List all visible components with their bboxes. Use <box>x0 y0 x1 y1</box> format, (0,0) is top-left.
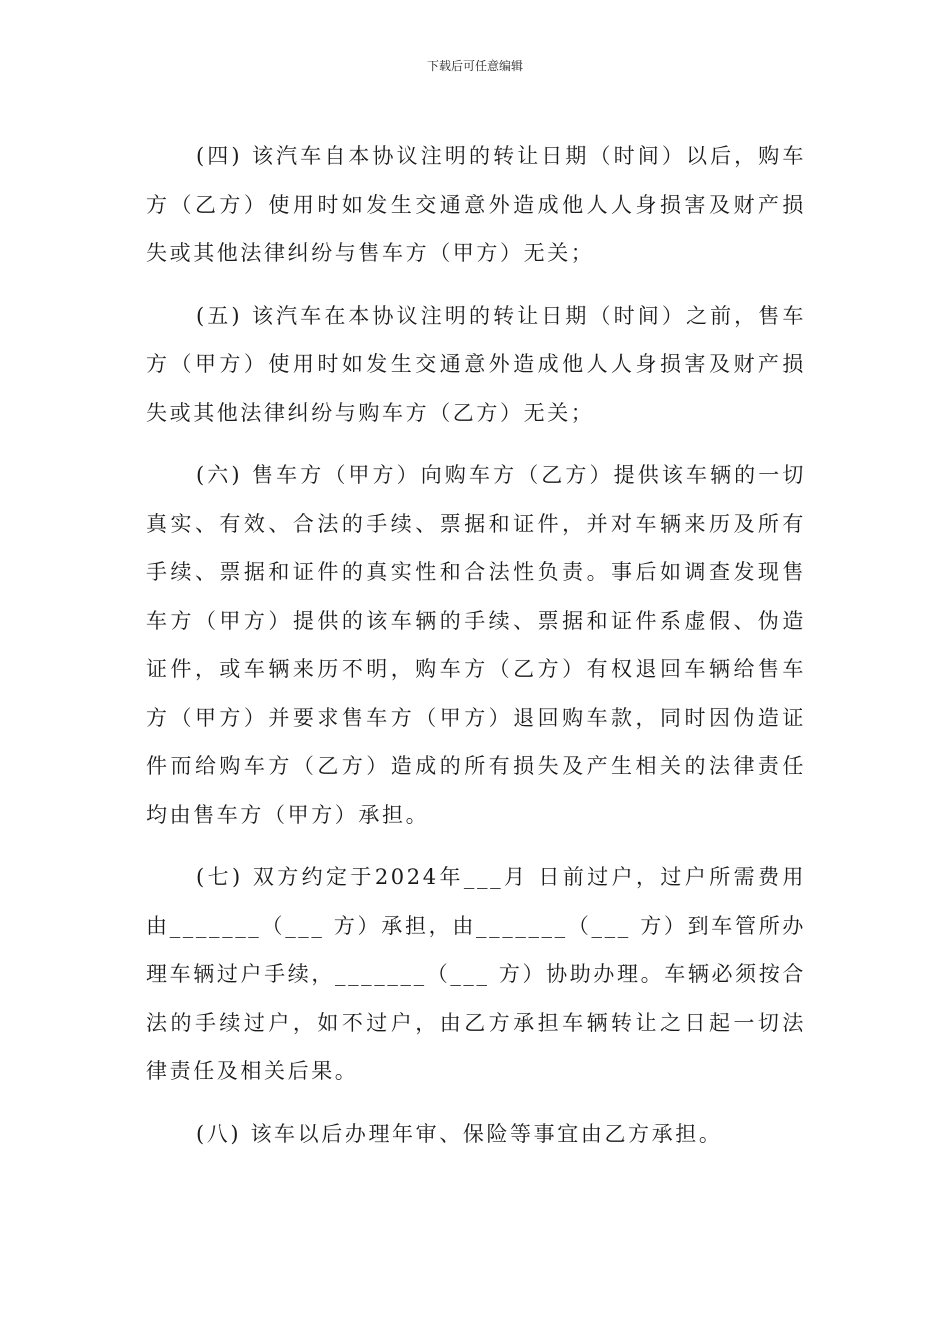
clause-7-paragraph: (七) 双方约定于2024年___月 日前过户，过户所需费用由_______（___ 方）承担，由_______（___ 方）到车管所办理车辆过户手续，_______（___ 方）协助办理。车辆必须按合法的手续过户，如不过户，由乙方承担车辆转让之日起一切法律责任及相关后果。 <box>146 865 806 1083</box>
clause-5-paragraph: (五) 该汽车在本协议注明的转让日期（时间）之前，售车方（甲方）使用时如发生交通意外造成他人人身损害及财产损失或其他法律纠纷与购车方（乙方）无关； <box>146 303 806 425</box>
page-header: 下载后可任意编辑 <box>426 59 523 73</box>
document-body <box>146 132 806 1172</box>
clause-4-paragraph: (四) 该汽车自本协议注明的转让日期（时间）以后，购车方（乙方）使用时如发生交通意外造成他人人身损害及财产损失或其他法律纠纷与售车方（甲方）无关； <box>146 144 806 265</box>
clause-8-paragraph: (八) 该车以后办理年审、保险等事宜由乙方承担。 <box>196 1121 723 1146</box>
clause-6-paragraph: (六) 售车方（甲方）向购车方（乙方）提供该车辆的一切真实、有效、合法的手续、票据和证件，并对车辆来历及所有手续、票据和证件的真实性和合法性负责。事后如调查发现售车方（甲方）提供的该车辆的手续、票据和证件系虚假、伪造证件，或车辆来历不明，购车方（乙方）有权退回车辆给售车方（甲方）并要求售车方（甲方）退回购车款，同时因伪造证件而给购车方（乙方）造成的所有损失及产生相关的法律责任均由售车方（甲方）承担。 <box>146 463 806 827</box>
